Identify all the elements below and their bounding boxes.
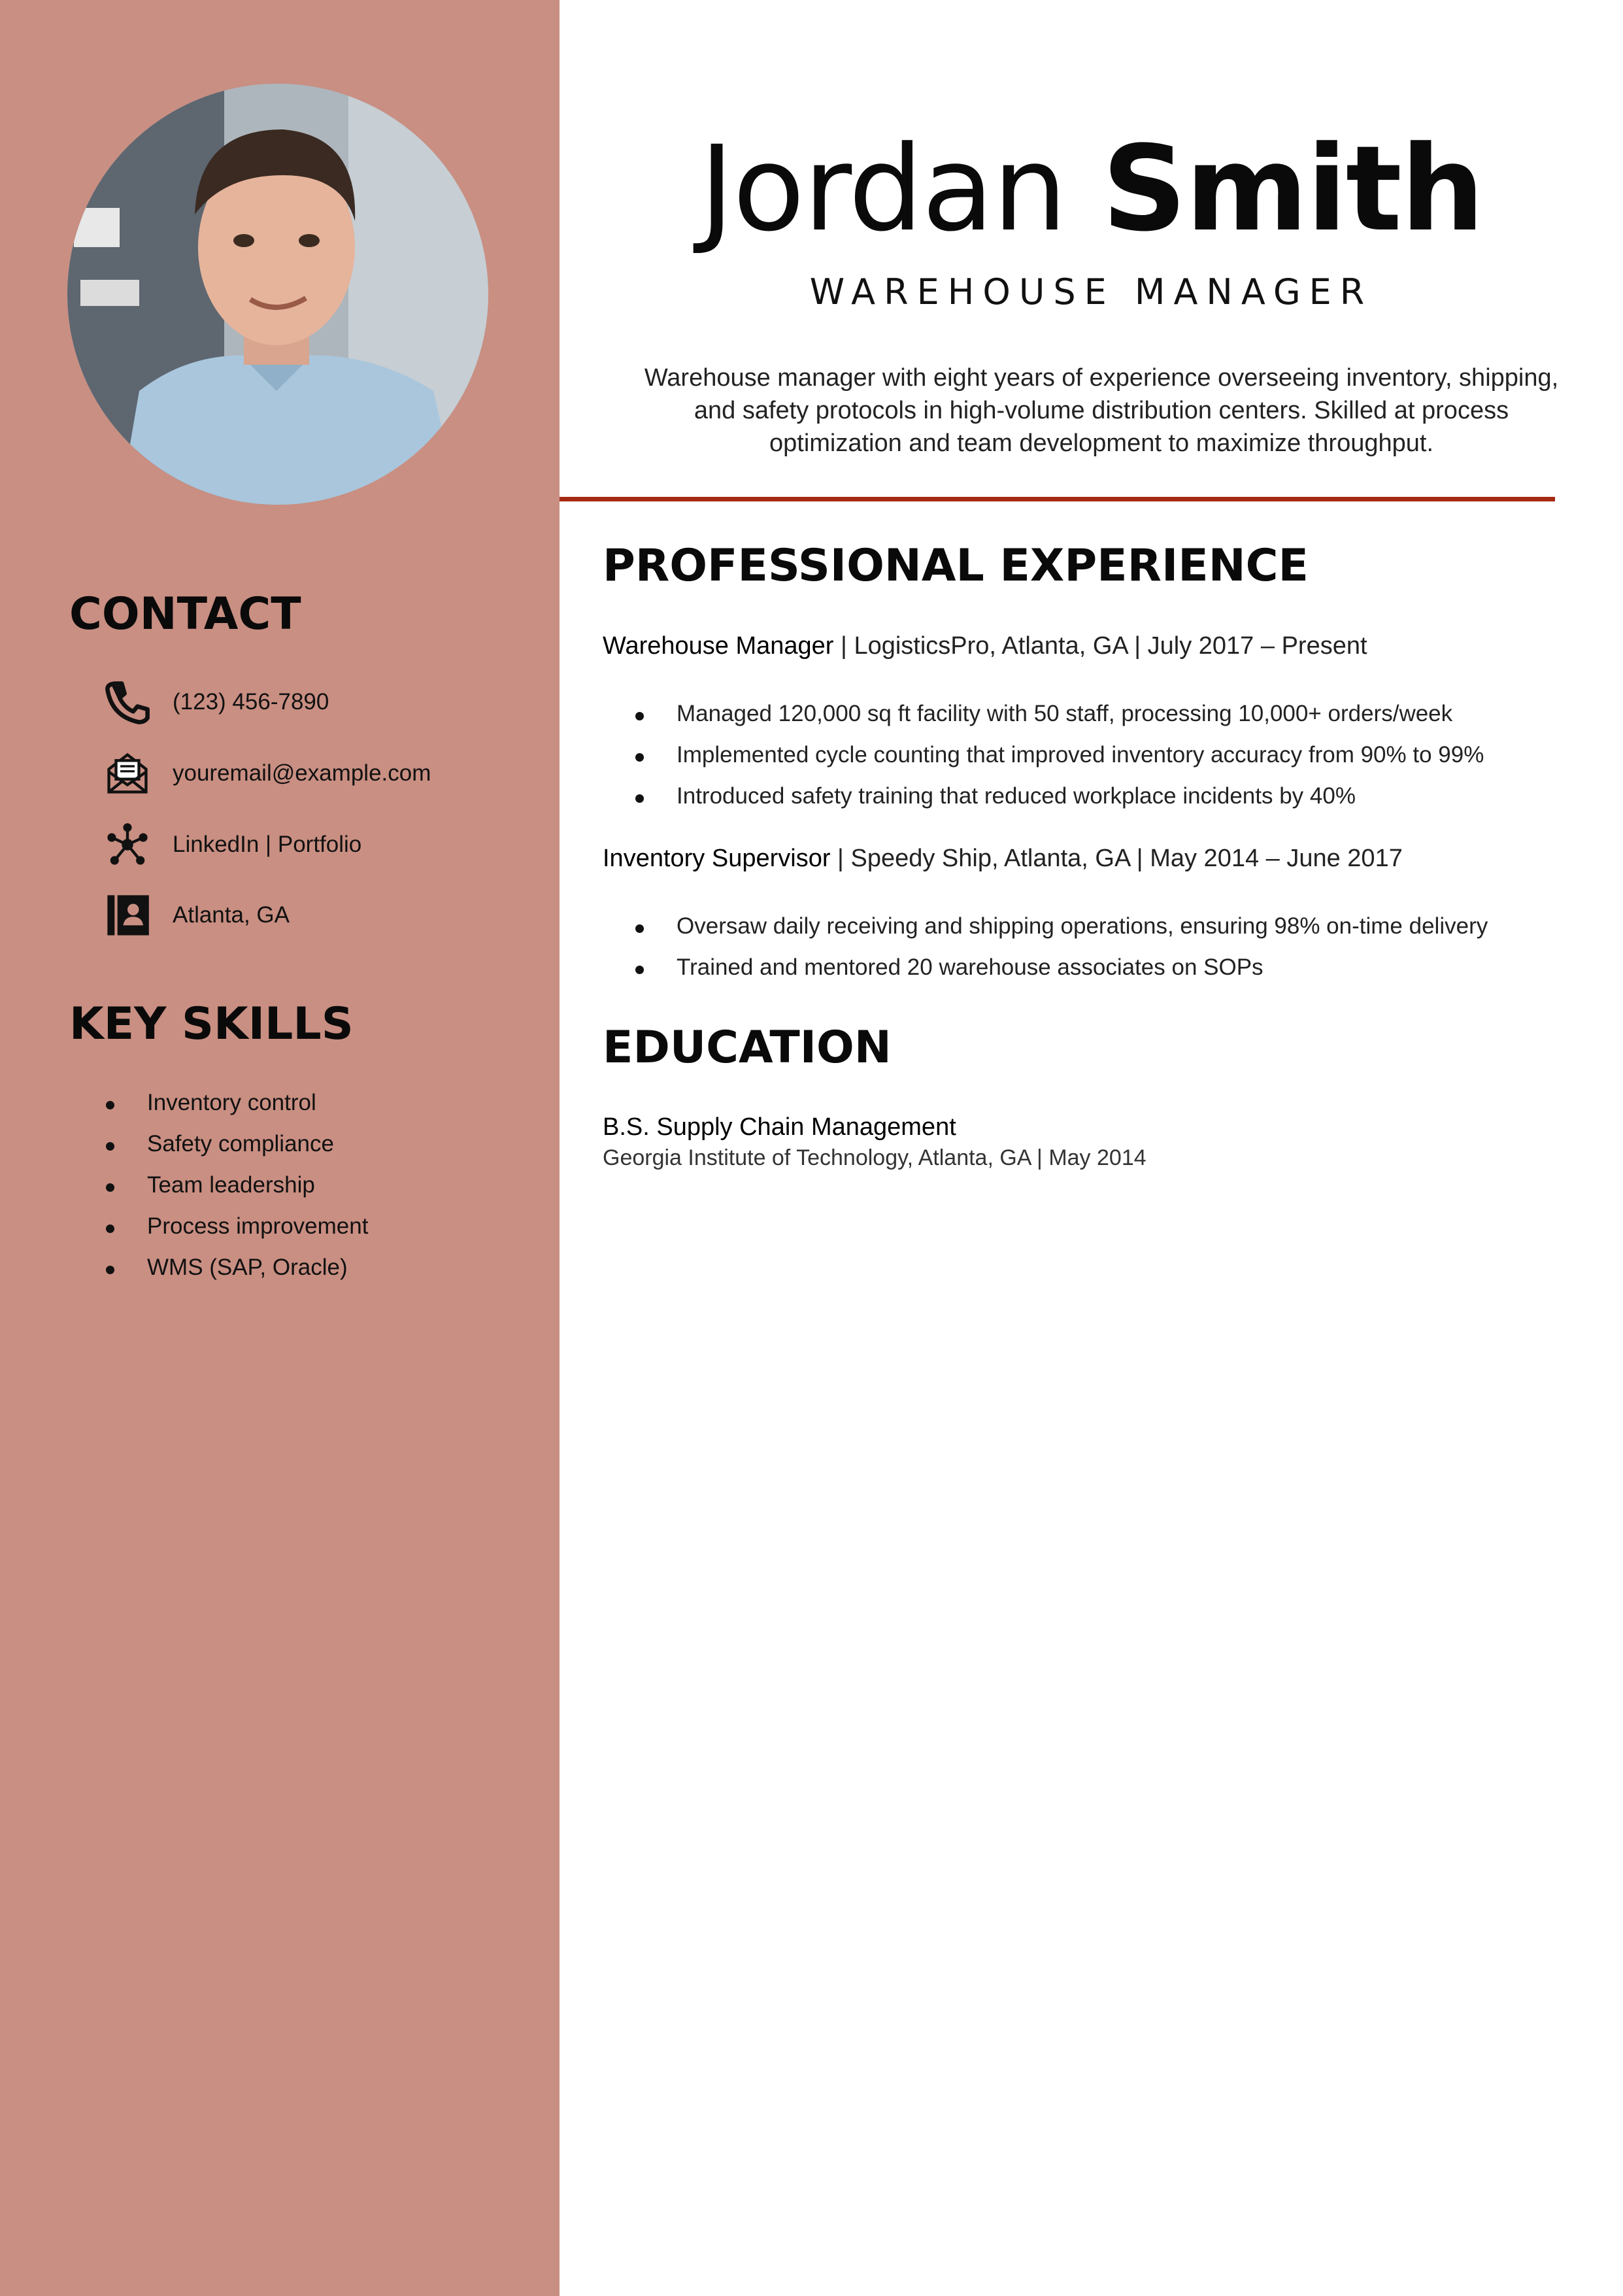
phone-icon <box>103 678 152 726</box>
job-header <box>603 845 1403 873</box>
first-name: Jordan <box>699 121 1066 258</box>
contact-phone <box>103 676 329 728</box>
job-details: | LogisticsPro, Atlanta, GA | July 2017 – Present <box>833 632 1367 660</box>
list-item: Introduced safety training that reduced workplace incidents by 40% <box>634 775 1484 817</box>
list-item: Team leadership <box>105 1164 368 1206</box>
job-role: Inventory Supervisor <box>603 845 831 872</box>
contact-heading: CONTACT <box>69 588 301 640</box>
contact-email-text[interactable]: youremail@example.com <box>173 760 431 786</box>
list-item: Safety compliance <box>105 1123 368 1164</box>
contact-links <box>103 819 361 871</box>
experience-heading: PROFESSIONAL EXPERIENCE <box>603 540 1309 592</box>
summary: Warehouse manager with eight years of experience overseeing inventory, shipping, and safety protocols in high-volume distribution centers. Skilled at process optimization and team development to maximize throughput. <box>644 364 1559 457</box>
job-role: Warehouse Manager <box>603 632 834 660</box>
education-heading: EDUCATION <box>603 1022 892 1073</box>
contact-email <box>103 747 431 800</box>
profile-photo <box>67 84 488 505</box>
contact-location <box>103 889 290 941</box>
degree: B.S. Supply Chain Management <box>603 1113 956 1141</box>
list-item: Managed 120,000 sq ft facility with 50 staff, processing 10,000+ orders/week <box>634 693 1484 734</box>
candidate-name <box>560 121 1623 258</box>
envelope-icon <box>103 749 152 798</box>
divider <box>560 497 1555 501</box>
job-bullets <box>634 905 1488 988</box>
contact-location-text: Atlanta, GA <box>173 902 290 928</box>
contact-links-text[interactable]: LinkedIn | Portfolio <box>173 832 362 857</box>
address-book-icon <box>103 891 152 939</box>
list-item: Inventory control <box>105 1082 368 1123</box>
list-item: Process improvement <box>105 1206 368 1247</box>
school: Georgia Institute of Technology, Atlanta, GA | May 2014 <box>603 1145 1146 1170</box>
list-item: Implemented cycle counting that improved inventory accuracy from 90% to 99% <box>634 734 1484 775</box>
job-header <box>603 632 1367 660</box>
sidebar <box>0 0 560 2296</box>
job-bullets <box>634 693 1484 817</box>
contact-phone-text: (123) 456-7890 <box>173 689 329 715</box>
list-item: WMS (SAP, Oracle) <box>105 1247 368 1288</box>
list-item: Oversaw daily receiving and shipping operations, ensuring 98% on-time delivery <box>634 905 1488 947</box>
last-name: Smith <box>1101 121 1483 258</box>
job-details: | Speedy Ship, Atlanta, GA | May 2014 – June 2017 <box>830 845 1403 872</box>
skills-list <box>105 1082 368 1288</box>
job-title: WAREHOUSE MANAGER <box>809 271 1373 312</box>
skills-heading: KEY SKILLS <box>69 998 354 1050</box>
list-item: Trained and mentored 20 warehouse associates on SOPs <box>634 947 1488 988</box>
network-icon <box>103 820 152 869</box>
